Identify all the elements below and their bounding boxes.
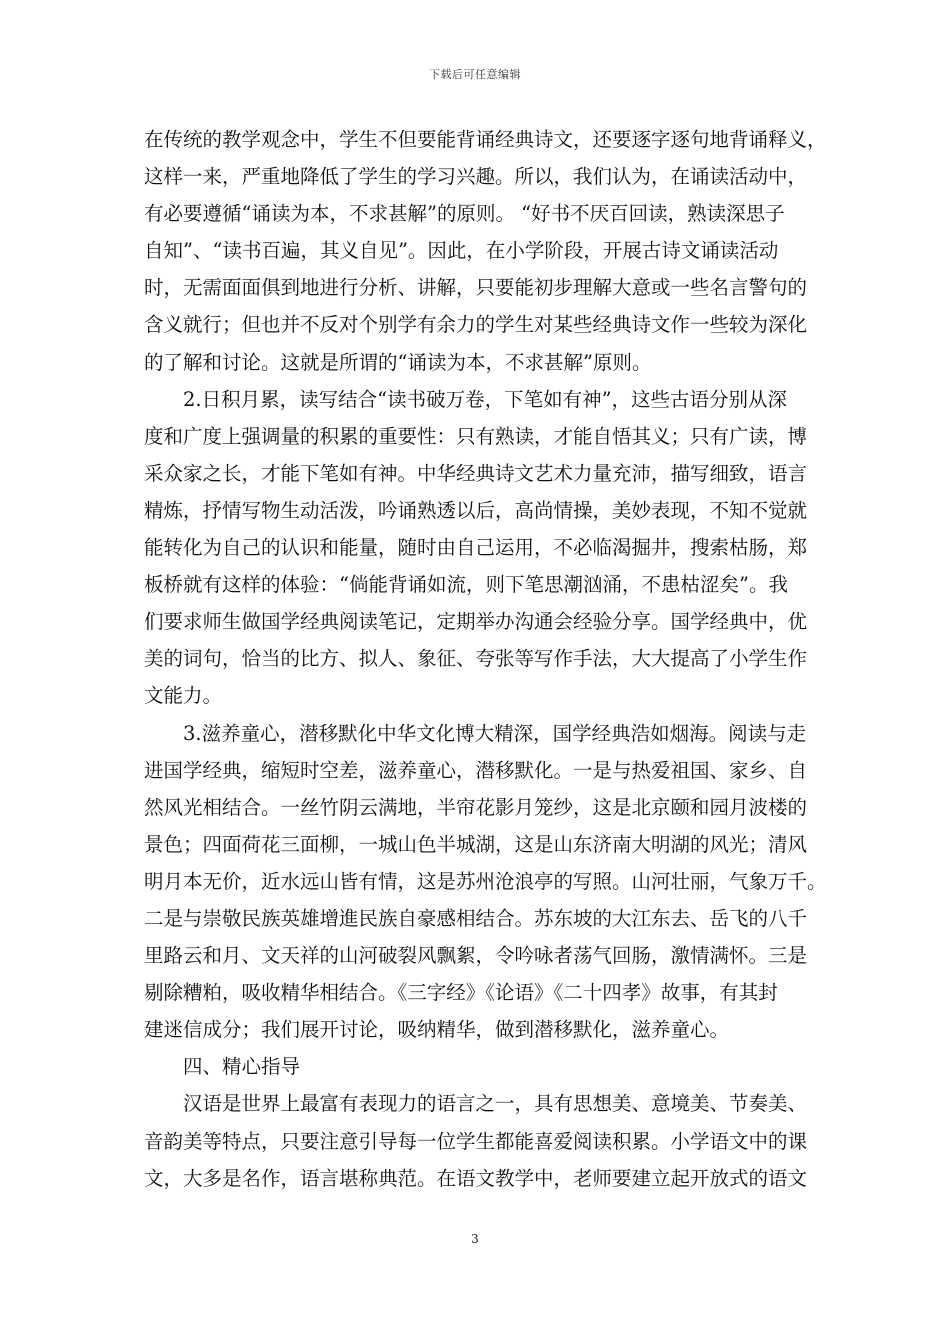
text-line: 自知”、“读书百遍，其义自见”。因此，在小学阶段，开展古诗文诵读活动: [144, 239, 779, 263]
text-line: 里路云和月、文天祥的山河破裂风飘絮，令吟咏者荡气回肠，激情满怀。三是: [144, 944, 808, 968]
text-line: 这样一来，严重地降低了学生的学习兴趣。所以，我们认为，在诵读活动中，: [144, 165, 808, 189]
text-line: 在传统的教学观念中，学生不但要能背诵经典诗文，还要逐字逐句地背诵释义，: [144, 128, 827, 151]
text-line: 文，大多是名作，语言堪称典范。在语文教学中，老师要建立起开放式的语文: [144, 1166, 808, 1190]
page-header: 下载后可任意编辑: [429, 68, 521, 81]
text-line: 文能力。: [144, 684, 223, 708]
text-line: 精炼，抒情写物生动活泼，吟诵熟透以后，高尚情操，美妙表现，不知不觉就: [144, 498, 808, 522]
text-line: 含义就行；但也并不反对个别学有余力的学生对某些经典诗文作一些较为深化: [144, 313, 808, 337]
text-line: 建迷信成分；我们展开讨论，吸纳精华，做到潜移默化，滋养童心。: [144, 1018, 730, 1042]
text-line: 音韵美等特点，只要注意引导每一位学生都能喜爱阅读积累。小学语文中的课: [144, 1129, 808, 1153]
text-line: 板桥就有这样的体验：“倘能背诵如流，则下笔思潮汹涌，不患枯涩矣”。我: [144, 573, 788, 597]
text-line: 度和广度上强调量的积累的重要性：只有熟读，才能自悟其义；只有广读，博: [144, 424, 808, 448]
text-line: 时，无需面面俱到地进行分析、讲解，只要能初步理解大意或一些名言警句的: [144, 276, 808, 300]
text-line: 景色；四面荷花三面柳，一城山色半城湖，这是山东济南大明湖的风光；清风: [144, 832, 808, 856]
text-line: 的了解和讨论。这就是所谓的“诵读为本，不求甚解”原则。: [144, 350, 652, 374]
text-line: 进国学经典，缩短时空差，滋养童心，潜移默化。一是与热爱祖国、家乡、自: [144, 758, 808, 782]
text-line: 3.滋养童心，潜移默化中华文化博大精深，国学经典浩如烟海。阅读与走: [183, 721, 807, 745]
text-line: 然风光相结合。一丝竹阴云满地，半帘花影月笼纱，这是北京颐和园月波楼的: [144, 795, 808, 819]
text-line: 采众家之长，才能下笔如有神。中华经典诗文艺术力量充沛，描写细致，语言: [144, 461, 808, 485]
text-line: 2.日积月累，读写结合“读书破万卷，下笔如有神”，这些古语分别从深: [183, 387, 788, 411]
text-line: 们要求师生做国学经典阅读笔记，定期举办沟通会经验分享。国学经典中，优: [144, 610, 808, 634]
text-line: 四、精心指导: [183, 1055, 301, 1079]
document-body: [144, 121, 834, 1197]
text-line: 有必要遵循“诵读为本，不求甚解”的原则。 “好书不厌百回读，熟读深思子: [144, 202, 785, 226]
text-line: 明月本无价，近水远山皆有情，这是苏州沧浪亭的写照。山河壮丽，气象万千。: [144, 869, 827, 893]
page-number: 3: [471, 1232, 479, 1246]
text-line: 剔除糟粕，吸收精华相结合。《三字经》《论语》《二十四孝》故事，有其封: [144, 981, 778, 1005]
text-line: 二是与崇敬民族英雄增進民族自豪感相结合。苏东坡的大江东去、岳飞的八千: [144, 906, 808, 930]
text-line: 美的词句，恰当的比方、拟人、象征、夸张等写作手法，大大提高了小学生作: [144, 647, 808, 671]
text-line: 能转化为自己的认识和能量，随时由自己运用，不必临渴掘井，搜索枯肠，郑: [144, 536, 808, 560]
text-line: 汉语是世界上最富有表现力的语言之一，具有思想美、意境美、节奏美、: [183, 1092, 808, 1116]
